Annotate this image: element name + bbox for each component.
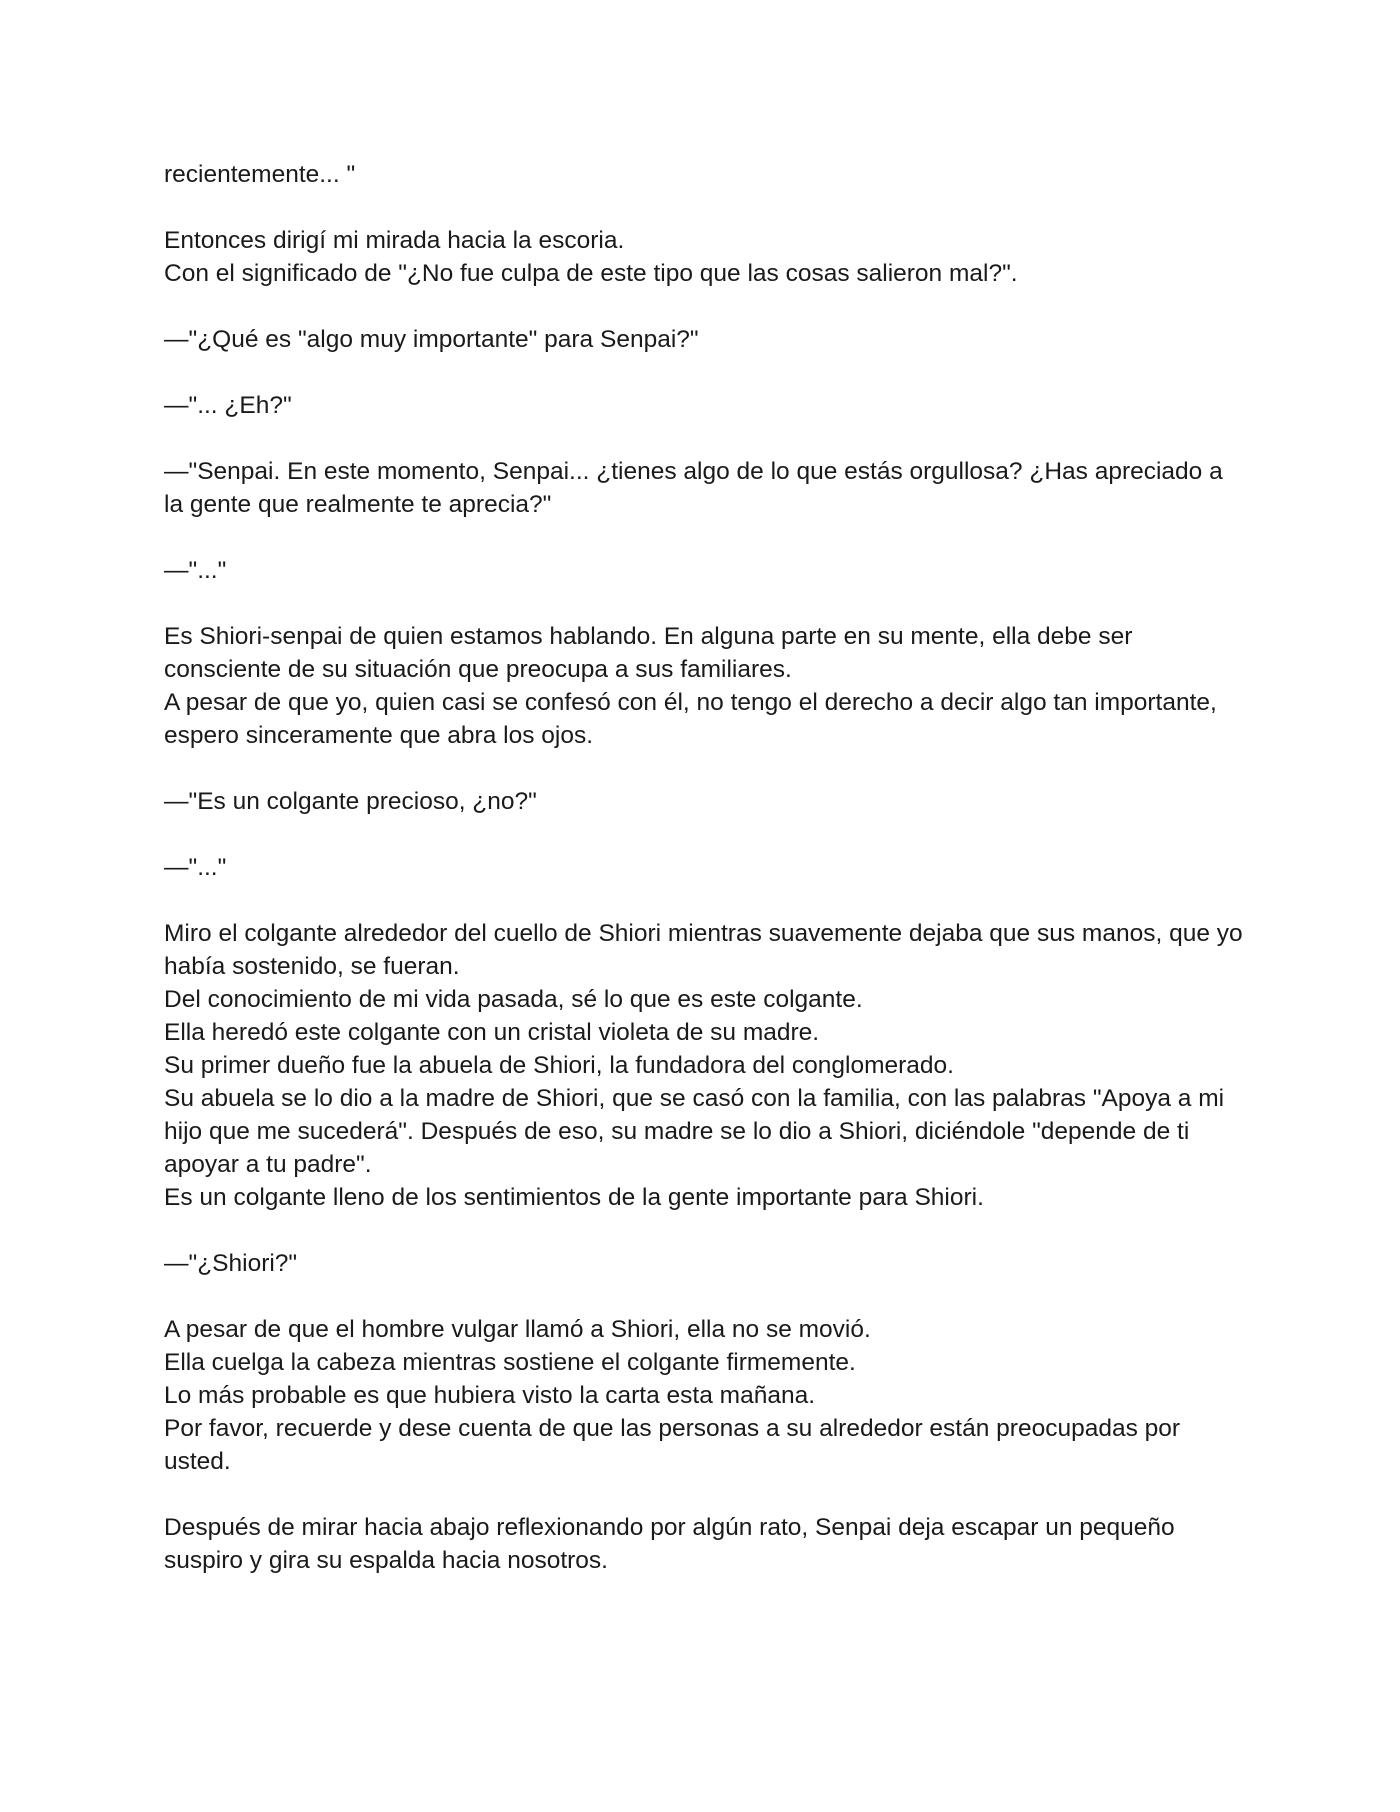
text-line: —"Senpai. En este momento, Senpai... ¿tienes algo de lo que estás orgullosa? ¿Has apreciado a la gente que realmente te aprecia?" [164,458,1223,518]
text-line: Ella heredó este colgante con un cristal violeta de su madre. [164,1019,820,1046]
text-line: —"..." [164,557,227,584]
dialogue-4 [164,554,1244,587]
text-line: Su abuela se lo dio a la madre de Shiori, que se casó con la familia, con las palabras "Apoya a mi hijo que me sucederá". Después de eso, su madre se lo dio a Shiori, diciéndole "depende de ti apoyar a tu padre". [164,1085,1225,1178]
text-line: Su primer dueño fue la abuela de Shiori, la fundadora del conglomerado. [164,1052,954,1079]
text-line: Lo más probable es que hubiera visto la carta esta mañana. [164,1382,816,1409]
text-line: Con el significado de "¿No fue culpa de este tipo que las cosas salieron mal?". [164,260,1018,287]
text-line: —"... ¿Eh?" [164,392,292,419]
paragraph-5 [164,1313,1244,1478]
dialogue-5 [164,785,1244,818]
text-line: —"..." [164,854,227,881]
dialogue-7 [164,1247,1244,1280]
text-line: —"¿Qué es "algo muy importante" para Senpai?" [164,326,699,353]
text-line: —"¿Shiori?" [164,1250,298,1277]
paragraph-4 [164,917,1244,1214]
paragraph-6 [164,1511,1244,1577]
text-line: Es un colgante lleno de los sentimientos de la gente importante para Shiori. [164,1184,984,1211]
text-line: Miro el colgante alrededor del cuello de Shiori mientras suavemente dejaba que sus manos, que yo había sostenido, se fueran. [164,920,1243,980]
text-line: A pesar de que yo, quien casi se confesó con él, no tengo el derecho a decir algo tan importante, espero sinceramente que abra los ojos. [164,689,1217,749]
dialogue-6 [164,851,1244,884]
text-line: Por favor, recuerde y dese cuenta de que las personas a su alrededor están preocupadas por usted. [164,1415,1181,1475]
dialogue-2 [164,389,1244,422]
text-line: Es Shiori-senpai de quien estamos hablando. En alguna parte en su mente, ella debe ser consciente de su situación que preocupa a sus familiares. [164,623,1133,683]
paragraph-1 [164,158,1244,191]
paragraph-2 [164,224,1244,290]
dialogue-1 [164,323,1244,356]
dialogue-3 [164,455,1244,521]
text-line: Después de mirar hacia abajo reflexionando por algún rato, Senpai deja escapar un pequeño suspiro y gira su espalda hacia nosotros. [164,1514,1175,1574]
paragraph-3 [164,620,1244,752]
text-line: —"Es un colgante precioso, ¿no?" [164,788,537,815]
text-line: A pesar de que el hombre vulgar llamó a Shiori, ella no se movió. [164,1316,871,1343]
text-line: Entonces dirigí mi mirada hacia la escoria. [164,227,625,254]
text-line: Ella cuelga la cabeza mientras sostiene el colgante firmemente. [164,1349,856,1376]
body-text [164,158,1244,1610]
text-line: recientemente... " [164,161,356,188]
text-line: Del conocimiento de mi vida pasada, sé lo que es este colgante. [164,986,863,1013]
